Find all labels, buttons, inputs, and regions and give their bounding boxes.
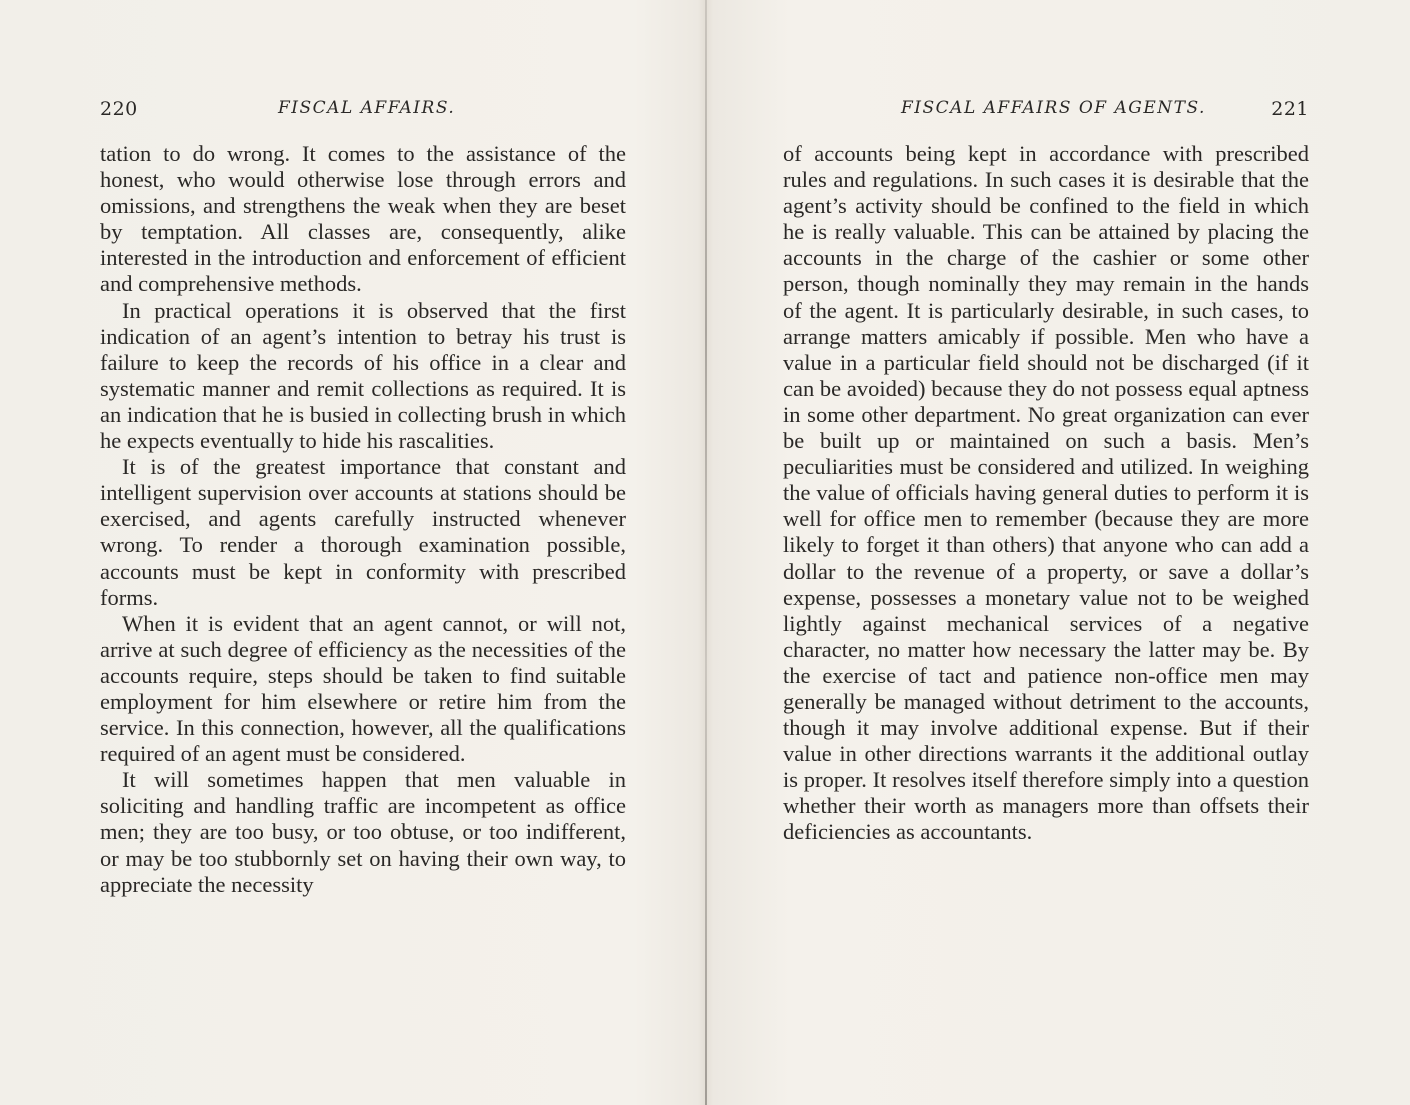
right-running-head: FISCAL AFFAIRS OF AGENTS. [901, 98, 1206, 118]
left-page-header [100, 98, 626, 126]
left-page-number: 220 [100, 98, 138, 120]
paragraph: tation to do wrong. It comes to the assistance of the honest, who would otherwise lose through errors and omissions, and strengthens the weak when they are beset by temptation. All classes are, consequently, alike interested in the introduction and enforcement of efficient and comprehensive methods. [100, 141, 626, 297]
paragraph: When it is evident that an agent cannot, or will not, arrive at such degree of efficiency as the necessities of the accounts require, steps should be taken to find suitable employment for him elsewhere or retire him from the service. In this connection, however, all the qualifications required of an agent must be considered. [100, 610, 626, 767]
right-page-number: 221 [1271, 98, 1309, 120]
left-running-head: FISCAL AFFAIRS. [278, 98, 456, 118]
left-page-body [100, 141, 626, 898]
right-page [783, 0, 1313, 1105]
book-gutter [705, 0, 707, 1105]
right-page-body [783, 141, 1309, 846]
left-page [100, 0, 630, 1105]
paragraph: In practical operations it is observed that the first indication of an agent’s intention to betray his trust is failure to keep the records of his office in a clear and systematic manner and remit collections as required. It is an indication that he is busied in collecting brush in which he expects eventually to hide his rascalities. [100, 297, 626, 454]
paragraph: It is of the greatest importance that constant and intelligent supervision over accounts at stations should be exercised, and agents carefully instructed whenever wrong. To render a thorough examination possible, accounts must be kept in conformity with prescribed forms. [100, 454, 626, 610]
paragraph: It will sometimes happen that men valuable in soliciting and handling traffic are incompetent as office men; they are too busy, or too obtuse, or too indifferent, or may be too stubbornly set on having their own way, to appreciate the necessity [100, 767, 626, 897]
paragraph: of accounts being kept in accordance with prescribed rules and regulations. In such cases it is desirable that the agent’s activity should be confined to the field in which he is really valuable. This can be attained by placing the accounts in the charge of the cashier or some other person, though nominally they may remain in the hands of the agent. It is particularly desirable, in such cases, to arrange matters amicably if possible. Men who have a value in a particular field should not be discharged (if it can be avoided) because they do not possess equal aptness in some other department. No great organization can ever be built up or maintained on such a basis. Men’s peculiarities must be considered and utilized. In weighing the value of officials having general duties to perform it is well for office men to remember (because they are more likely to forget it than others) that anyone who can add a dollar to the revenue of a property, or save a dollar’s expense, possesses a monetary value not to be weighed lightly against mechanical services of a negative character, no matter how necessary the latter may be. By the exercise of tact and patience non-office men may generally be managed without detriment to the accounts, though it may involve additional expense. But if their value in other directions warrants it the additional outlay is proper. It resolves itself therefore simply into a question whether their worth as managers more than offsets their deficiencies as accountants. [783, 141, 1309, 845]
right-page-header [783, 98, 1309, 126]
